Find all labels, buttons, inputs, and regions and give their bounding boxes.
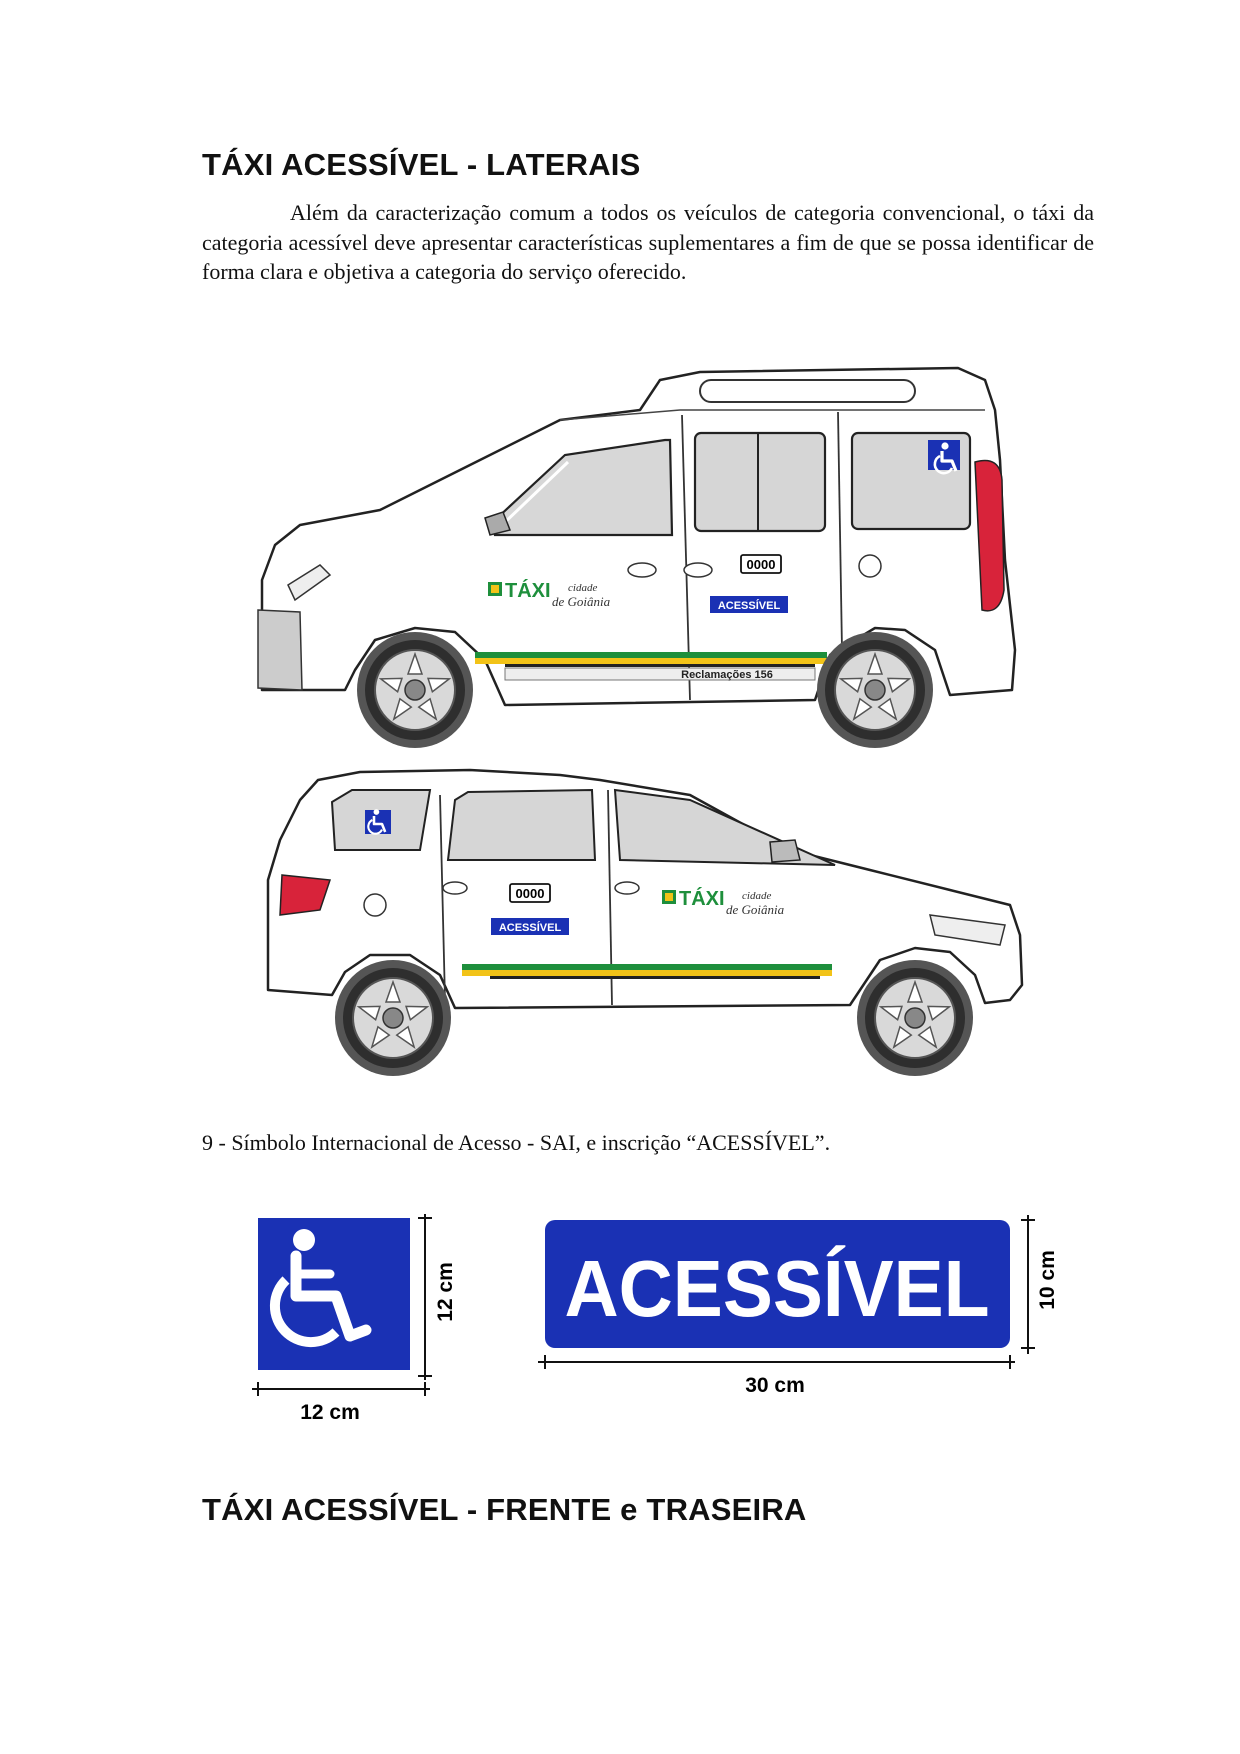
van-rear-wheel [817, 632, 933, 748]
hatch-front-wheel [857, 960, 973, 1076]
hatch-badge-text: ACESSÍVEL [498, 922, 562, 934]
acessivel-plate-text: ACESSÍVEL [564, 1244, 990, 1333]
plate-width-label: 30 cm [745, 1374, 805, 1397]
acessivel-plate-figure [538, 1215, 1059, 1397]
sai-symbol-figure [252, 1214, 457, 1424]
van-complaints-text: Reclamações 156 [681, 669, 773, 681]
van-city-line2: de Goiânia [552, 594, 611, 609]
van-city-line1: cidade [568, 582, 598, 594]
intro-paragraph-text: Além da caracterização comum a todos os veículos de categoria convencional, o táxi da categoria acessível deve apresentar características suplementares a fim de que se possa identificar de forma clara e objetiva a categoria do serviço oferecido. [202, 200, 1094, 284]
hatch-rear-wheel [335, 960, 451, 1076]
hatch-taxi-logo: TÁXI [679, 888, 725, 910]
item-9-caption: 9 - Símbolo Internacional de Acesso - SAI, e inscrição “ACESSÍVEL”. [202, 1130, 831, 1155]
van-badge-text: ACESSÍVEL [717, 600, 781, 612]
hatch-number-text: 0000 [515, 886, 545, 901]
sai-height-label: 12 cm [434, 1262, 457, 1322]
section-title-laterais: TÁXI ACESSÍVEL - LATERAIS [202, 147, 641, 182]
van-taxi-logo: TÁXI [505, 580, 551, 602]
hatch-city-line2: de Goiânia [726, 902, 785, 917]
van-front-wheel [357, 632, 473, 748]
section-title-frente-traseira: TÁXI ACESSÍVEL - FRENTE e TRASEIRA [202, 1492, 807, 1527]
sai-width-label: 12 cm [300, 1401, 360, 1424]
van-number-text: 0000 [746, 557, 776, 572]
van-illustration [258, 368, 1015, 748]
hatch-stripe [462, 964, 832, 979]
van-stripe [475, 652, 827, 667]
plate-height-label: 10 cm [1036, 1250, 1059, 1310]
hatch-city-line1: cidade [742, 890, 772, 902]
hatch-illustration [268, 770, 1022, 1076]
